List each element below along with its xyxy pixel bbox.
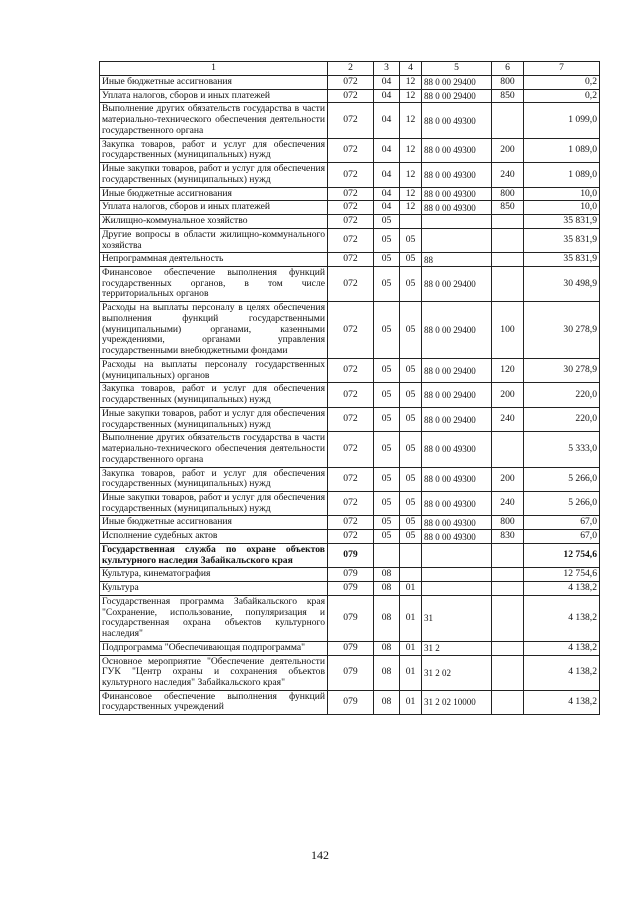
section-cell: 08 — [374, 595, 400, 641]
section-cell: 05 — [374, 516, 400, 530]
amount-cell: 0,2 — [524, 76, 600, 90]
page-number: 142 — [311, 848, 329, 862]
subsection-cell — [400, 543, 422, 567]
expense-type-cell — [492, 432, 524, 467]
admin-code-cell: 072 — [328, 138, 374, 162]
row-name-cell: Закупка товаров, работ и услуг для обеспечения государственных (муниципальных) нужд — [100, 138, 328, 162]
amount-cell: 1 089,0 — [524, 138, 600, 162]
table-row — [100, 568, 600, 582]
subsection-cell: 05 — [400, 228, 422, 252]
expense-type-cell — [492, 595, 524, 641]
amount-cell: 1 099,0 — [524, 103, 600, 138]
subsection-cell: 05 — [400, 407, 422, 431]
section-cell: 05 — [374, 383, 400, 407]
expense-type-cell — [492, 228, 524, 252]
section-cell: 08 — [374, 568, 400, 582]
target-item-cell: 88 0 00 29400 — [422, 358, 492, 382]
target-item-cell: 88 0 00 49300 — [422, 432, 492, 467]
expense-type-cell: 850 — [492, 201, 524, 215]
section-cell: 04 — [374, 163, 400, 187]
subsection-cell: 12 — [400, 187, 422, 201]
target-item-cell: 88 0 00 49300 — [422, 201, 492, 215]
table-row — [100, 690, 600, 714]
section-cell — [374, 543, 400, 567]
row-name-cell: Культура — [100, 582, 328, 596]
admin-code-cell: 079 — [328, 568, 374, 582]
table-row — [100, 595, 600, 641]
section-cell: 05 — [374, 432, 400, 467]
table-row — [100, 89, 600, 103]
amount-cell: 35 831,9 — [524, 228, 600, 252]
table-row — [100, 187, 600, 201]
expense-type-cell — [492, 103, 524, 138]
amount-cell: 30 498,9 — [524, 267, 600, 302]
target-item-cell: 88 0 00 29400 — [422, 407, 492, 431]
expense-type-cell: 240 — [492, 491, 524, 515]
admin-code-cell: 072 — [328, 491, 374, 515]
admin-code-cell: 072 — [328, 187, 374, 201]
admin-code-cell: 072 — [328, 530, 374, 544]
expense-type-cell: 240 — [492, 407, 524, 431]
amount-cell: 5 266,0 — [524, 491, 600, 515]
section-cell: 04 — [374, 76, 400, 90]
section-cell: 05 — [374, 358, 400, 382]
table-row — [100, 582, 600, 596]
admin-code-cell: 072 — [328, 467, 374, 491]
section-cell: 04 — [374, 138, 400, 162]
admin-code-cell: 072 — [328, 76, 374, 90]
expense-type-cell — [492, 690, 524, 714]
target-item-cell — [422, 228, 492, 252]
table-row — [100, 138, 600, 162]
amount-cell: 220,0 — [524, 407, 600, 431]
row-name-cell: Исполнение судебных актов — [100, 530, 328, 544]
target-item-cell — [422, 215, 492, 229]
row-name-cell: Закупка товаров, работ и услуг для обеспечения государственных (муниципальных) нужд — [100, 383, 328, 407]
section-cell: 05 — [374, 215, 400, 229]
table-row — [100, 543, 600, 567]
row-name-cell: Другие вопросы в области жилищно-коммунального хозяйства — [100, 228, 328, 252]
table-row — [100, 407, 600, 431]
section-cell: 05 — [374, 253, 400, 267]
table-row — [100, 201, 600, 215]
expense-type-cell: 200 — [492, 138, 524, 162]
amount-cell: 4 138,2 — [524, 690, 600, 714]
table-row — [100, 467, 600, 491]
target-item-cell: 88 0 00 49300 — [422, 163, 492, 187]
row-name-cell: Иные бюджетные ассигнования — [100, 76, 328, 90]
subsection-cell: 12 — [400, 76, 422, 90]
admin-code-cell: 072 — [328, 407, 374, 431]
admin-code-cell: 072 — [328, 201, 374, 215]
table-row — [100, 641, 600, 655]
target-item-cell: 88 0 00 49300 — [422, 187, 492, 201]
budget-table — [99, 61, 600, 715]
section-cell: 05 — [374, 302, 400, 359]
amount-cell: 12 754,6 — [524, 568, 600, 582]
expense-type-cell: 800 — [492, 516, 524, 530]
row-name-cell: Финансовое обеспечение выполнения функций государственных учреждений — [100, 690, 328, 714]
subsection-cell: 12 — [400, 201, 422, 215]
admin-code-cell: 079 — [328, 543, 374, 567]
admin-code-cell: 079 — [328, 582, 374, 596]
amount-cell: 220,0 — [524, 383, 600, 407]
subsection-cell: 12 — [400, 138, 422, 162]
admin-code-cell: 072 — [328, 383, 374, 407]
subsection-cell — [400, 215, 422, 229]
admin-code-cell: 079 — [328, 690, 374, 714]
row-name-cell: Государственная программа Забайкальского края "Сохранение, использование, популяризация и государственная охрана объектов культурного наследия" — [100, 595, 328, 641]
row-name-cell: Иные закупки товаров, работ и услуг для обеспечения государственных (муниципальных) нужд — [100, 407, 328, 431]
target-item-cell — [422, 582, 492, 596]
table-header-row — [100, 62, 600, 76]
row-name-cell: Государственная служба по охране объектов культурного наследия Забайкальского края — [100, 543, 328, 567]
admin-code-cell: 072 — [328, 267, 374, 302]
target-item-cell: 88 0 00 29400 — [422, 267, 492, 302]
subsection-cell: 01 — [400, 641, 422, 655]
section-cell: 08 — [374, 690, 400, 714]
admin-code-cell: 079 — [328, 641, 374, 655]
table-row — [100, 383, 600, 407]
row-name-cell: Уплата налогов, сборов и иных платежей — [100, 201, 328, 215]
row-name-cell: Расходы на выплаты персоналу в целях обеспечения выполнения функций государственными (муниципальными) органами, казенными учреждениями, органами управления государственными внебюджетными фондами — [100, 302, 328, 359]
table-row — [100, 215, 600, 229]
column-header: 3 — [374, 62, 400, 76]
expense-type-cell — [492, 253, 524, 267]
expense-type-cell: 850 — [492, 89, 524, 103]
section-cell: 05 — [374, 228, 400, 252]
subsection-cell: 12 — [400, 89, 422, 103]
subsection-cell: 12 — [400, 163, 422, 187]
target-item-cell: 88 0 00 49300 — [422, 491, 492, 515]
table-row — [100, 432, 600, 467]
expense-type-cell — [492, 582, 524, 596]
row-name-cell: Иные бюджетные ассигнования — [100, 187, 328, 201]
expense-type-cell — [492, 543, 524, 567]
amount-cell: 1 089,0 — [524, 163, 600, 187]
section-cell: 05 — [374, 491, 400, 515]
subsection-cell: 05 — [400, 516, 422, 530]
row-name-cell: Выполнение других обязательств государства в части материально-технического обеспечения деятельности государственного органа — [100, 432, 328, 467]
row-name-cell: Иные закупки товаров, работ и услуг для обеспечения государственных (муниципальных) нужд — [100, 491, 328, 515]
row-name-cell: Финансовое обеспечение выполнения функций государственных органов, в том числе территориальных органов — [100, 267, 328, 302]
column-header: 5 — [422, 62, 492, 76]
admin-code-cell: 079 — [328, 655, 374, 690]
row-name-cell: Расходы на выплаты персоналу государственных (муниципальных) органов — [100, 358, 328, 382]
table-row — [100, 302, 600, 359]
admin-code-cell: 079 — [328, 595, 374, 641]
amount-cell: 67,0 — [524, 516, 600, 530]
amount-cell: 5 333,0 — [524, 432, 600, 467]
subsection-cell: 05 — [400, 530, 422, 544]
amount-cell: 4 138,2 — [524, 655, 600, 690]
table-row — [100, 228, 600, 252]
admin-code-cell: 072 — [328, 432, 374, 467]
table-row — [100, 76, 600, 90]
row-name-cell: Основное мероприятие "Обеспечение деятельности ГУК "Центр охраны и сохранения объектов культурного наследия" Забайкальского края" — [100, 655, 328, 690]
amount-cell: 12 754,6 — [524, 543, 600, 567]
target-item-cell: 31 2 02 — [422, 655, 492, 690]
target-item-cell: 88 0 00 29400 — [422, 89, 492, 103]
admin-code-cell: 072 — [328, 89, 374, 103]
table-row — [100, 253, 600, 267]
expense-type-cell — [492, 215, 524, 229]
section-cell: 08 — [374, 582, 400, 596]
subsection-cell: 05 — [400, 491, 422, 515]
column-header: 2 — [328, 62, 374, 76]
amount-cell: 5 266,0 — [524, 467, 600, 491]
amount-cell: 4 138,2 — [524, 641, 600, 655]
expense-type-cell: 200 — [492, 467, 524, 491]
amount-cell: 4 138,2 — [524, 582, 600, 596]
amount-cell: 4 138,2 — [524, 595, 600, 641]
admin-code-cell: 072 — [328, 103, 374, 138]
subsection-cell: 05 — [400, 467, 422, 491]
expense-type-cell: 830 — [492, 530, 524, 544]
admin-code-cell: 072 — [328, 228, 374, 252]
row-name-cell: Уплата налогов, сборов и иных платежей — [100, 89, 328, 103]
target-item-cell — [422, 568, 492, 582]
section-cell: 04 — [374, 89, 400, 103]
target-item-cell: 88 0 00 29400 — [422, 302, 492, 359]
target-item-cell: 88 0 00 49300 — [422, 530, 492, 544]
table-row — [100, 267, 600, 302]
column-header: 7 — [524, 62, 600, 76]
admin-code-cell: 072 — [328, 516, 374, 530]
row-name-cell: Культура, кинематография — [100, 568, 328, 582]
subsection-cell: 05 — [400, 267, 422, 302]
row-name-cell: Жилищно-коммунальное хозяйство — [100, 215, 328, 229]
expense-type-cell: 800 — [492, 187, 524, 201]
section-cell: 08 — [374, 655, 400, 690]
row-name-cell: Иные закупки товаров, работ и услуг для обеспечения государственных (муниципальных) нужд — [100, 163, 328, 187]
amount-cell: 35 831,9 — [524, 215, 600, 229]
subsection-cell: 01 — [400, 582, 422, 596]
target-item-cell: 31 — [422, 595, 492, 641]
expense-type-cell: 800 — [492, 76, 524, 90]
section-cell: 08 — [374, 641, 400, 655]
row-name-cell: Подпрограмма "Обеспечивающая подпрограмма" — [100, 641, 328, 655]
table-row — [100, 163, 600, 187]
section-cell: 04 — [374, 187, 400, 201]
table-row — [100, 516, 600, 530]
amount-cell: 67,0 — [524, 530, 600, 544]
amount-cell: 30 278,9 — [524, 358, 600, 382]
target-item-cell: 31 2 02 10000 — [422, 690, 492, 714]
column-header: 6 — [492, 62, 524, 76]
target-item-cell: 88 0 00 49300 — [422, 138, 492, 162]
subsection-cell: 05 — [400, 253, 422, 267]
subsection-cell: 05 — [400, 383, 422, 407]
section-cell: 05 — [374, 407, 400, 431]
section-cell: 04 — [374, 201, 400, 215]
target-item-cell: 88 0 00 49300 — [422, 516, 492, 530]
subsection-cell: 12 — [400, 103, 422, 138]
expense-type-cell: 100 — [492, 302, 524, 359]
admin-code-cell: 072 — [328, 163, 374, 187]
subsection-cell: 05 — [400, 432, 422, 467]
target-item-cell — [422, 543, 492, 567]
target-item-cell: 88 — [422, 253, 492, 267]
table-row — [100, 655, 600, 690]
subsection-cell — [400, 568, 422, 582]
table-row — [100, 491, 600, 515]
target-item-cell: 88 0 00 29400 — [422, 76, 492, 90]
target-item-cell: 88 0 00 29400 — [422, 383, 492, 407]
row-name-cell: Выполнение других обязательств государства в части материально-технического обеспечения деятельности государственного органа — [100, 103, 328, 138]
amount-cell: 30 278,9 — [524, 302, 600, 359]
admin-code-cell: 072 — [328, 215, 374, 229]
expense-type-cell — [492, 267, 524, 302]
subsection-cell: 05 — [400, 302, 422, 359]
row-name-cell: Иные бюджетные ассигнования — [100, 516, 328, 530]
admin-code-cell: 072 — [328, 253, 374, 267]
target-item-cell: 88 0 00 49300 — [422, 103, 492, 138]
table-row — [100, 358, 600, 382]
subsection-cell: 05 — [400, 358, 422, 382]
admin-code-cell: 072 — [328, 358, 374, 382]
table-body — [100, 76, 600, 715]
section-cell: 04 — [374, 103, 400, 138]
expense-type-cell: 200 — [492, 383, 524, 407]
table-row — [100, 530, 600, 544]
amount-cell: 10,0 — [524, 187, 600, 201]
subsection-cell: 01 — [400, 595, 422, 641]
subsection-cell: 01 — [400, 655, 422, 690]
expense-type-cell: 120 — [492, 358, 524, 382]
expense-type-cell: 240 — [492, 163, 524, 187]
target-item-cell: 31 2 — [422, 641, 492, 655]
target-item-cell: 88 0 00 49300 — [422, 467, 492, 491]
section-cell: 05 — [374, 530, 400, 544]
amount-cell: 10,0 — [524, 201, 600, 215]
amount-cell: 0,2 — [524, 89, 600, 103]
column-header: 1 — [100, 62, 328, 76]
expense-type-cell — [492, 568, 524, 582]
amount-cell: 35 831,9 — [524, 253, 600, 267]
admin-code-cell: 072 — [328, 302, 374, 359]
section-cell: 05 — [374, 267, 400, 302]
row-name-cell: Закупка товаров, работ и услуг для обеспечения государственных (муниципальных) нужд — [100, 467, 328, 491]
expense-type-cell — [492, 641, 524, 655]
section-cell: 05 — [374, 467, 400, 491]
row-name-cell: Непрограммная деятельность — [100, 253, 328, 267]
table-row — [100, 103, 600, 138]
subsection-cell: 01 — [400, 690, 422, 714]
expense-type-cell — [492, 655, 524, 690]
column-header: 4 — [400, 62, 422, 76]
